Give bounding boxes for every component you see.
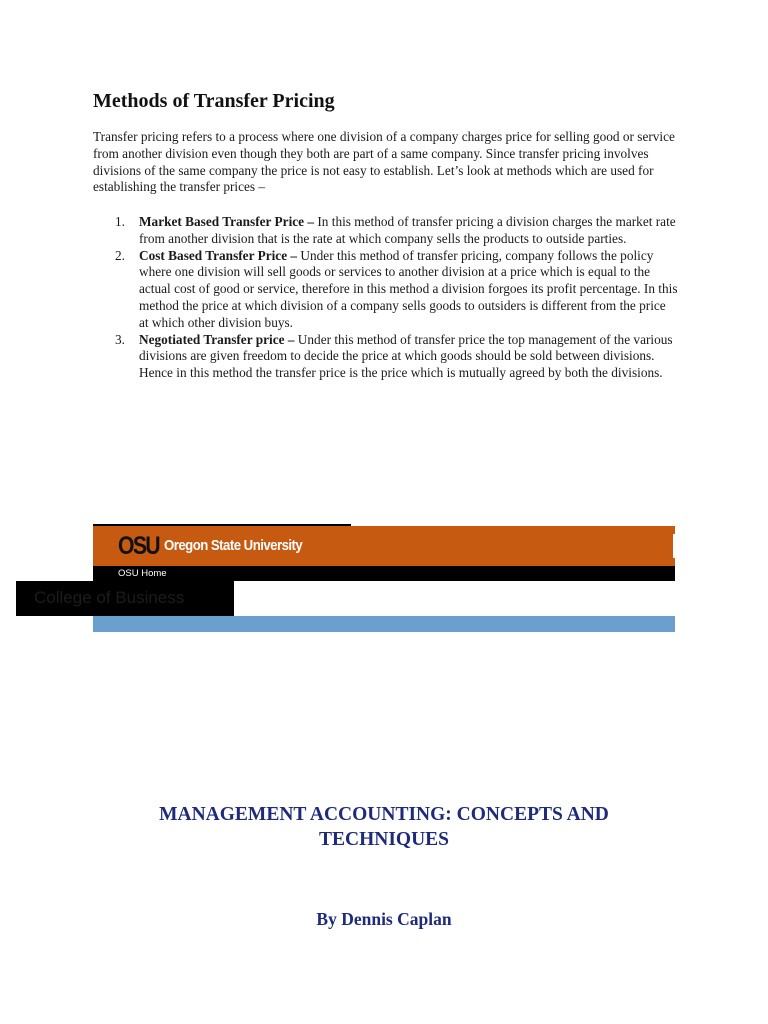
transfer-pricing-methods-list <box>93 214 678 382</box>
college-of-business-header <box>16 581 234 616</box>
method-number: 2. <box>115 247 125 263</box>
method-description: Under this method of transfer price the top management of the various divisions are given freedom to decide the price at which goods should be sold between divisions. Hence in this method the transfer price is the price which is mutually agreed by both the divisions. <box>139 331 673 381</box>
method-number: 1. <box>115 214 125 229</box>
osu-home-link[interactable]: OSU Home <box>118 568 167 579</box>
method-item-market-based <box>93 214 678 248</box>
method-term: Cost Based Transfer Price – <box>139 247 298 263</box>
intro-paragraph: Transfer pricing refers to a process where one division of a company charges price for selling good or service from another division even though they both are part of a same company. Since transfer pricing involves divisions of the same company the price is not easy to establish. Let’s look at methods which are used for establishing the transfer prices – <box>93 129 675 195</box>
osu-banner <box>93 526 675 566</box>
method-number: 3. <box>115 331 125 347</box>
college-label: College of Business <box>34 588 185 607</box>
method-term: Negotiated Transfer price – <box>139 331 295 347</box>
method-item-negotiated <box>93 332 678 382</box>
method-description: In this method of transfer pricing a division charges the market rate from another division that is the rate at which company sells the products to outside parties. <box>139 214 676 246</box>
article-title: Methods of Transfer Pricing <box>93 90 335 112</box>
banner-blue-stripe <box>93 616 675 632</box>
method-item-cost-based <box>93 248 678 332</box>
method-description: Under this method of transfer pricing, company follows the policy where one division will sell goods or services to another division at a price which is equal to the actual cost of good or service, therefore in this method a division forgoes its profit percentage. In this method the price at which division of a company sells goods to outsiders is different from the price at which other division buys. <box>139 247 678 330</box>
banner-edge-divider <box>673 534 675 558</box>
osu-logo[interactable]: OSU <box>118 532 159 560</box>
book-author: By Dennis Caplan <box>316 909 452 929</box>
book-title: MANAGEMENT ACCOUNTING: CONCEPTS AND TECHNIQUES <box>159 804 609 850</box>
method-term: Market Based Transfer Price – <box>139 214 315 229</box>
university-name: Oregon State University <box>164 537 303 554</box>
osu-nav-bar <box>93 566 675 581</box>
